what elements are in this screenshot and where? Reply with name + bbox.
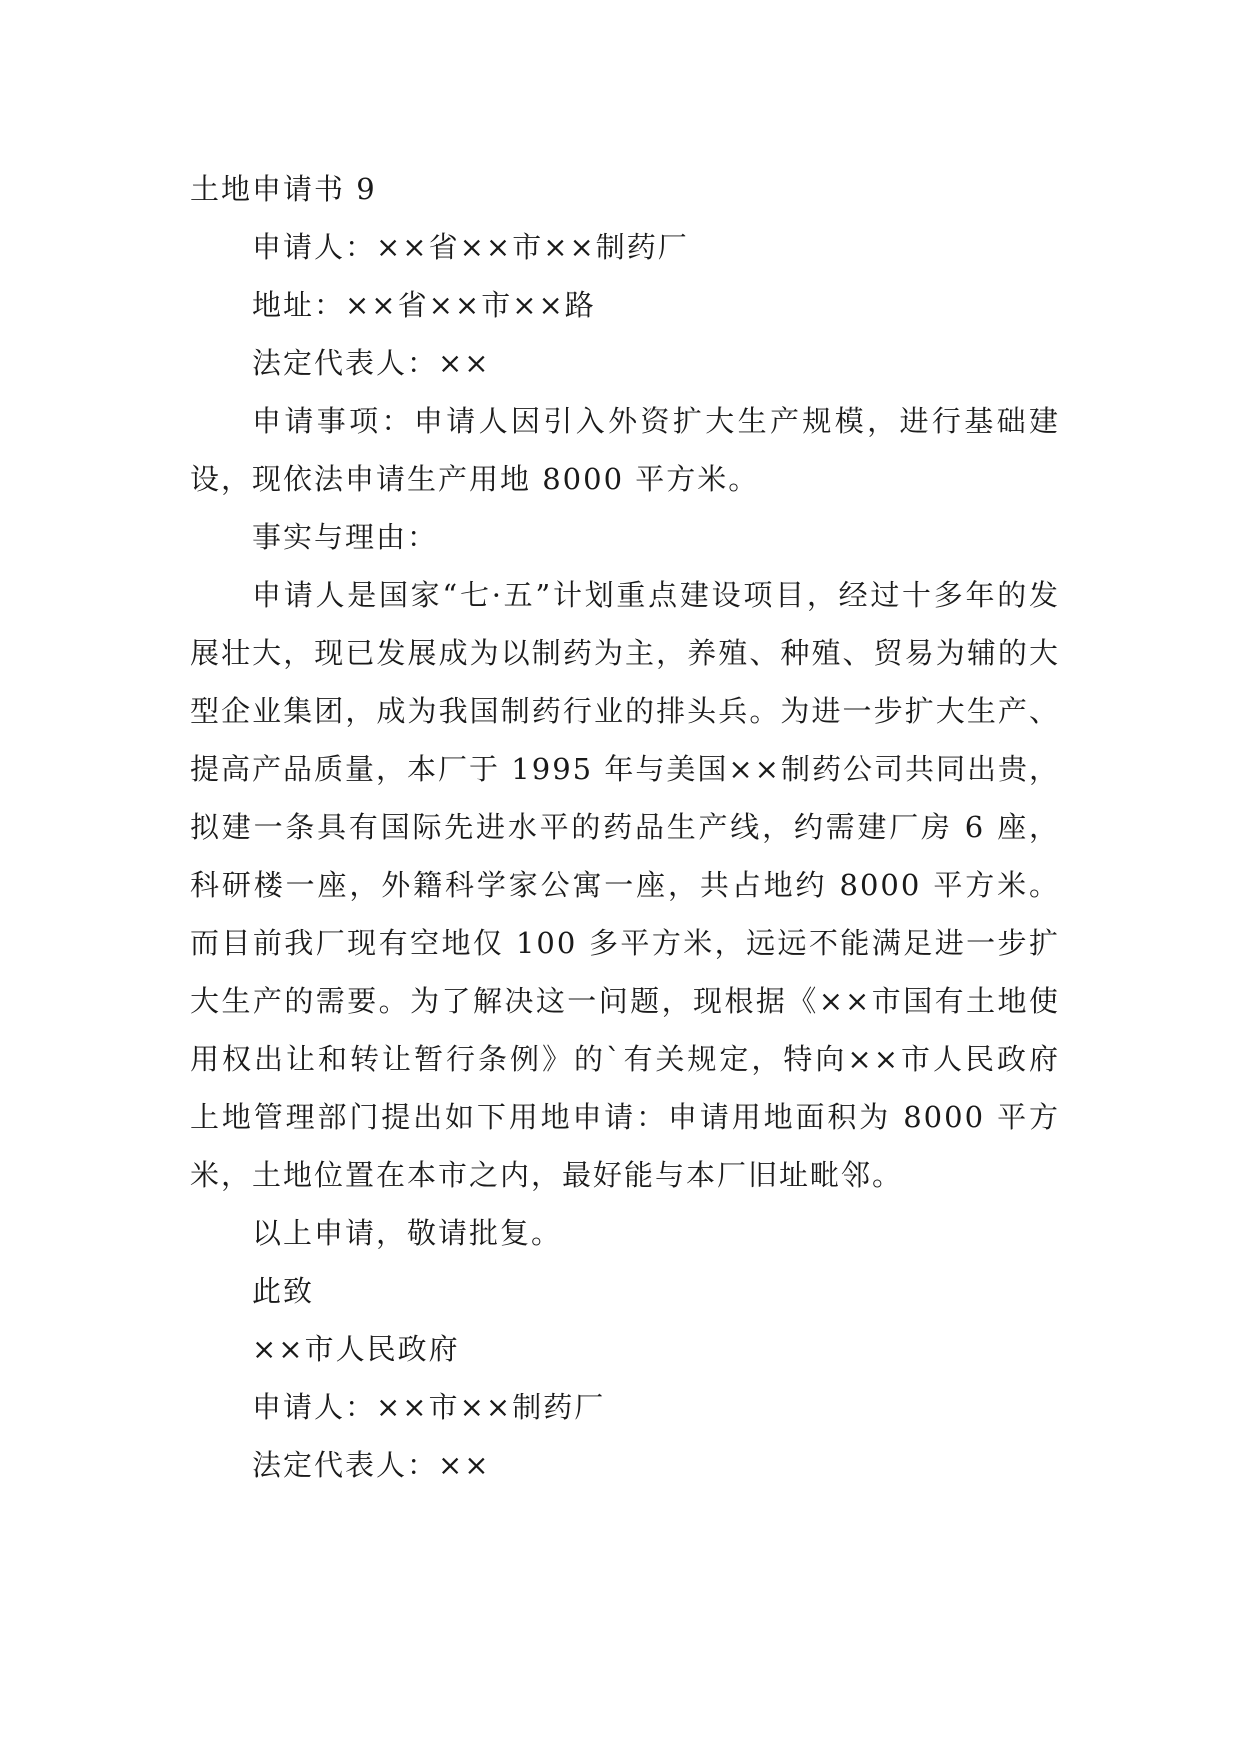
document-title: 土地申请书 9	[190, 172, 377, 206]
signature-applicant: 申请人：××市××制药厂	[252, 1390, 606, 1424]
applicant-line: 申请人：××省××市××制药厂	[252, 230, 689, 264]
document-body	[190, 160, 1060, 1494]
matter-paragraph: 申请事项：申请人因引入外资扩大生产规模，进行基础建设，现依法申请生产用地 8000 平方米。	[190, 404, 1060, 496]
address-line: 地址：××省××市××路	[252, 288, 596, 322]
signature-legal-rep: 法定代表人：××	[252, 1448, 491, 1482]
salutation-line: 此致	[252, 1274, 315, 1308]
closing-line: 以上申请，敬请批复。	[252, 1216, 563, 1250]
facts-heading: 事实与理由：	[252, 520, 439, 554]
recipient-line: ××市人民政府	[252, 1332, 460, 1366]
facts-paragraph: 申请人是国家“七·五”计划重点建设项目，经过十多年的发展壮大，现已发展成为以制药为主，养殖、种殖、贸易为辅的大型企业集团，成为我国制药行业的排头兵。为进一步扩大生产、提高产品质量，本厂于 1995 年与美国××制药公司共同出贵，拟建一条具有国际先进水平的药品生产线，约需建厂房 6 座，科研楼一座，外籍科学家公寓一座，共占地约 8000 平方米。而目前我厂现有空地仅 100 多平方米，远远不能满足进一步扩大生产的需要。为了解决这一问题，现根据《××市国有土地使用权出让和转让暂行条例》的`有关规定，特向××市人民政府上地管理部门提出如下用地申请：申请用地面积为 8000 平方米，土地位置在本市之内，最好能与本厂旧址毗邻。	[190, 578, 1060, 1192]
legal-rep-line: 法定代表人：××	[252, 346, 491, 380]
